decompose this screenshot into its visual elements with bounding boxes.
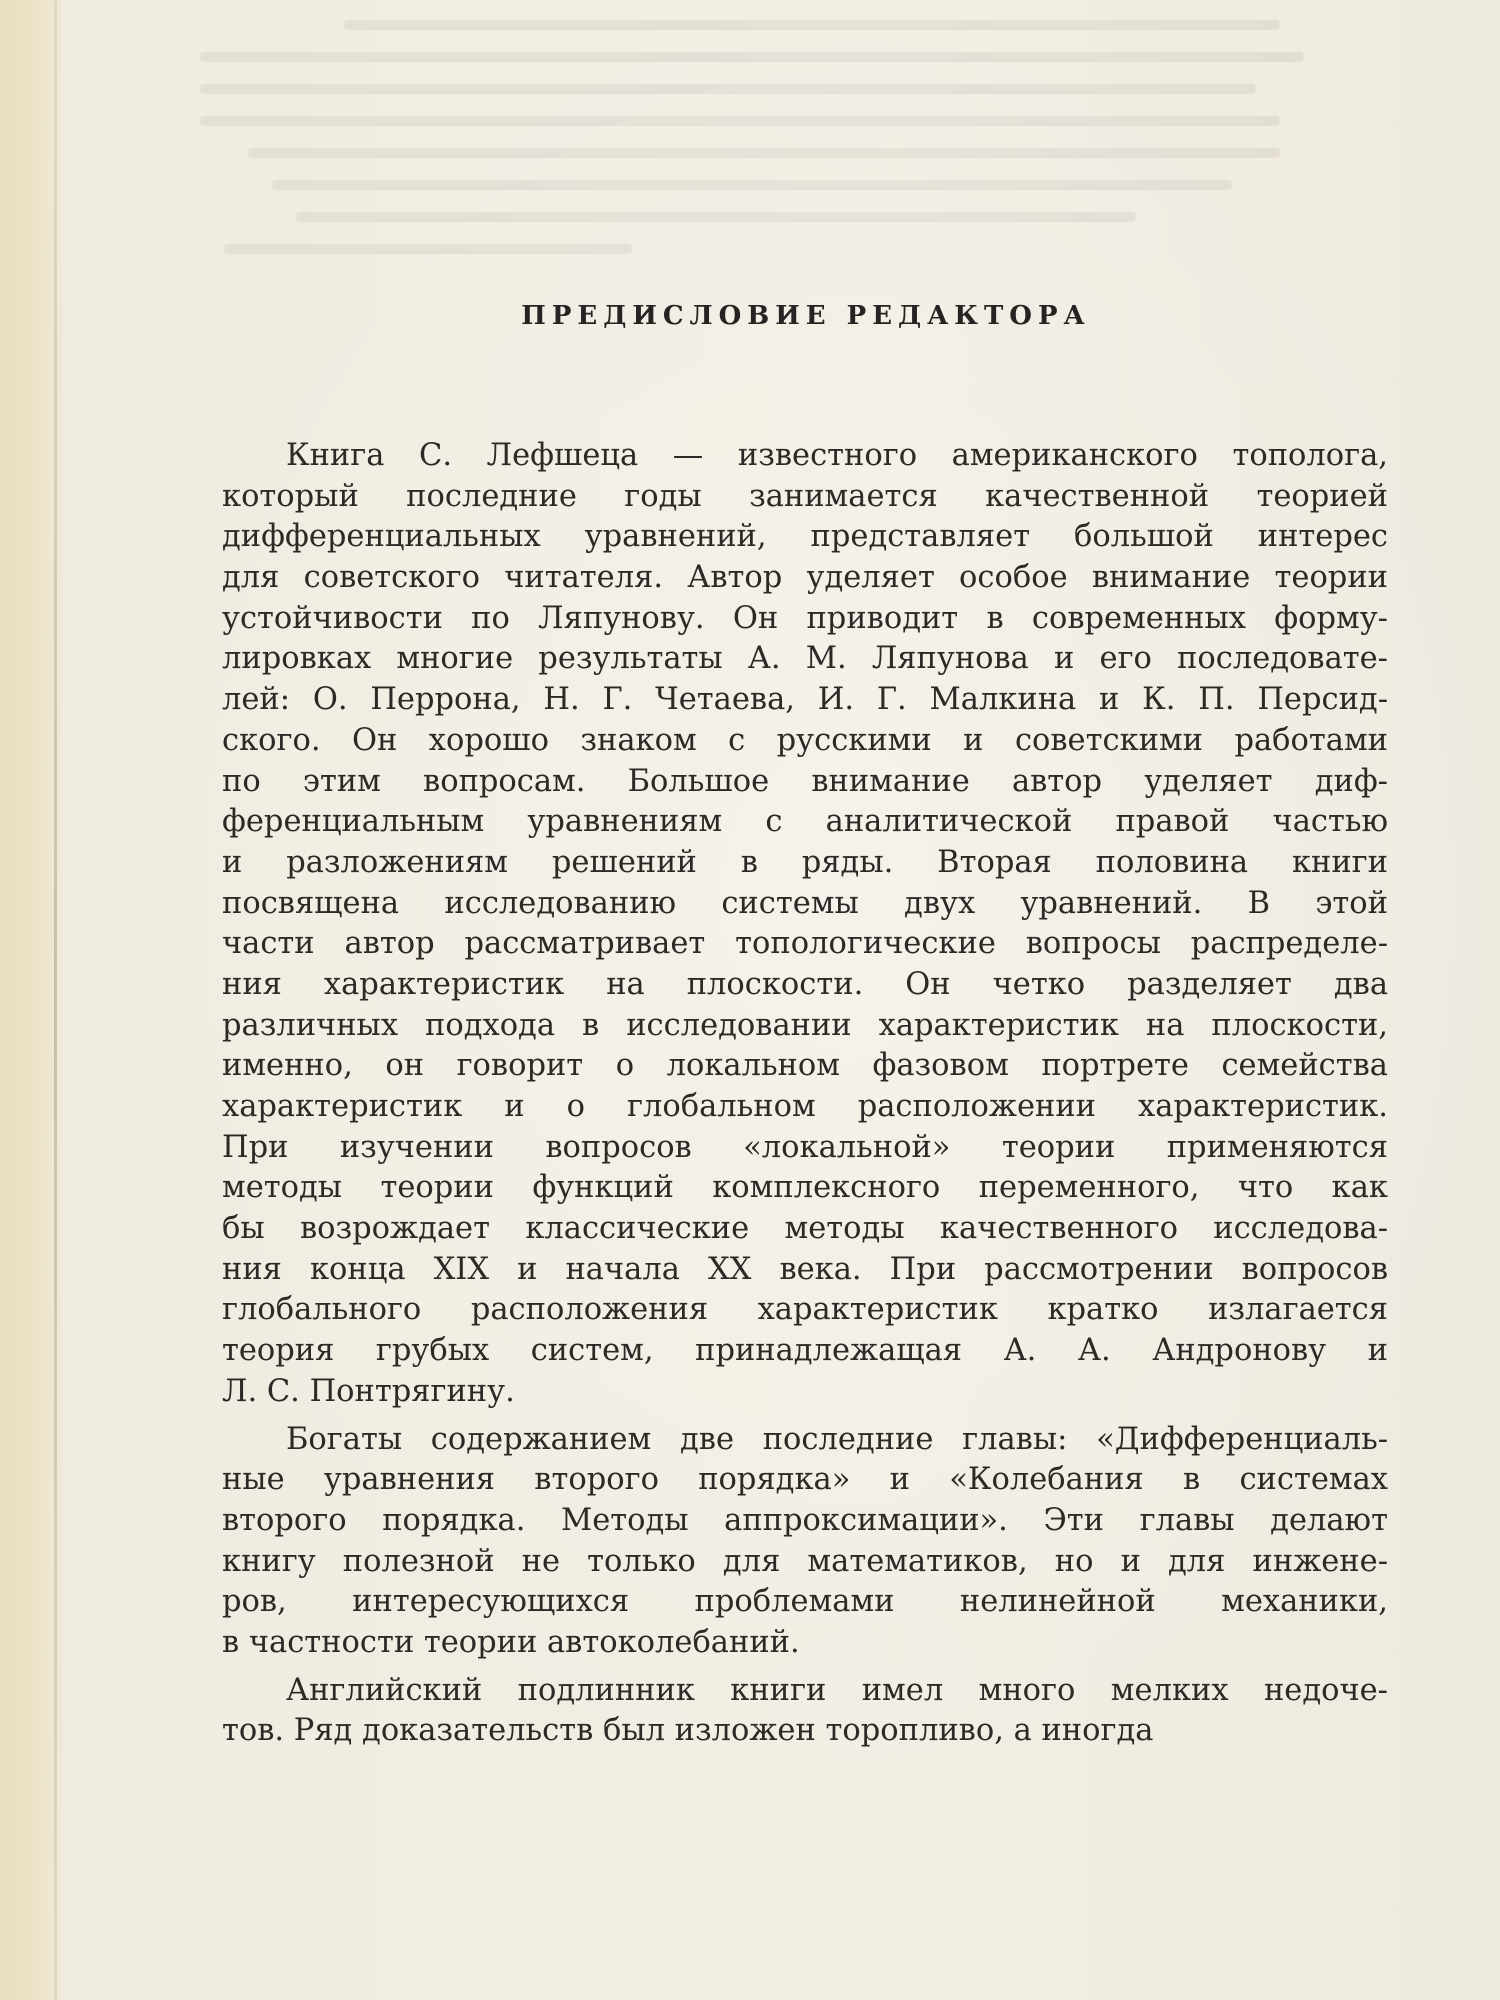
text-line: ского. Он хорошо знаком с русскими и советскими работами xyxy=(222,722,1388,758)
text-line: в частности теории автоколебаний. xyxy=(222,1624,800,1660)
binding-fold xyxy=(54,0,57,2000)
text-line: для советского читателя. Автор уделяет особое внимание теории xyxy=(222,560,1388,596)
bleed-through-texture xyxy=(200,20,1400,440)
text-line: глобального расположения характеристик кратко излагается xyxy=(222,1292,1388,1328)
text-line: Книга С. Лефшеца — известного американского тополога, xyxy=(286,438,1388,473)
text-line: ров, интересующихся проблемами нелинейной механики, xyxy=(222,1584,1388,1620)
text-line: именно, он говорит о локальном фазовом портрете семейства xyxy=(222,1048,1388,1084)
text-line: части автор рассматривает топологические вопросы распределе- xyxy=(222,926,1388,962)
text-line: Богаты содержанием две последние главы: «Дифференциаль- xyxy=(286,1421,1388,1457)
text-line: ференциальным уравнениям с аналитической правой частью xyxy=(222,804,1388,840)
text-line: лировках многие результаты А. М. Ляпунова и его последовате- xyxy=(222,641,1388,677)
body-text xyxy=(222,436,1388,1752)
text-line: второго порядка. Методы аппроксимации». Эти главы делают xyxy=(222,1502,1388,1538)
text-line: Английский подлинник книги имел много мелких недоче- xyxy=(286,1672,1388,1708)
text-line: методы теории функций комплексного переменного, что как xyxy=(222,1170,1388,1206)
paragraph-3 xyxy=(222,1671,1388,1752)
text-line: Л. С. Понтрягину. xyxy=(222,1373,515,1409)
text-line: лей: О. Перрона, Н. Г. Четаева, И. Г. Малкина и К. П. Персид- xyxy=(222,682,1388,718)
text-line: характеристик и о глобальном расположении характеристик. xyxy=(222,1089,1388,1124)
text-line: ные уравнения второго порядка» и «Колебания в системах xyxy=(222,1462,1388,1498)
text-line: ния конца XIX и начала XX века. При рассмотрении вопросов xyxy=(222,1251,1388,1287)
paragraph-2 xyxy=(222,1420,1388,1664)
text-line: который последние годы занимается качественной теорией xyxy=(222,478,1388,514)
text-line: устойчивости по Ляпунову. Он приводит в современных форму- xyxy=(222,600,1388,636)
text-line: тов. Ряд доказательств был изложен торопливо, а иногда xyxy=(222,1713,1154,1749)
text-line: посвящена исследованию системы двух уравнений. В этой xyxy=(222,885,1388,921)
paragraph-gap xyxy=(222,1413,1388,1420)
page-title: ПРЕДИСЛОВИЕ РЕДАКТОРА xyxy=(521,301,1091,331)
text-line: книгу полезной не только для математиков, но и для инжене- xyxy=(222,1543,1388,1579)
text-line: При изучении вопросов «локальной» теории применяются xyxy=(222,1129,1388,1165)
page-binding xyxy=(0,0,62,2000)
text-line: по этим вопросам. Большое внимание автор уделяет диф- xyxy=(222,763,1388,799)
text-line: и разложениям решений в ряды. Вторая половина книги xyxy=(222,844,1388,880)
text-line: различных подхода в исследовании характеристик на плоскости, xyxy=(222,1007,1388,1043)
paragraph-gap xyxy=(222,1664,1388,1671)
text-line: теория грубых систем, принадлежащая А. А. Андронову и xyxy=(222,1333,1388,1369)
text-line: дифференциальных уравнений, представляет большой интерес xyxy=(222,519,1388,555)
paragraph-1 xyxy=(222,436,1388,1413)
text-line: ния характеристик на плоскости. Он четко разделяет два xyxy=(222,966,1388,1002)
text-line: бы возрождает классические методы качественного исследова- xyxy=(222,1211,1388,1247)
